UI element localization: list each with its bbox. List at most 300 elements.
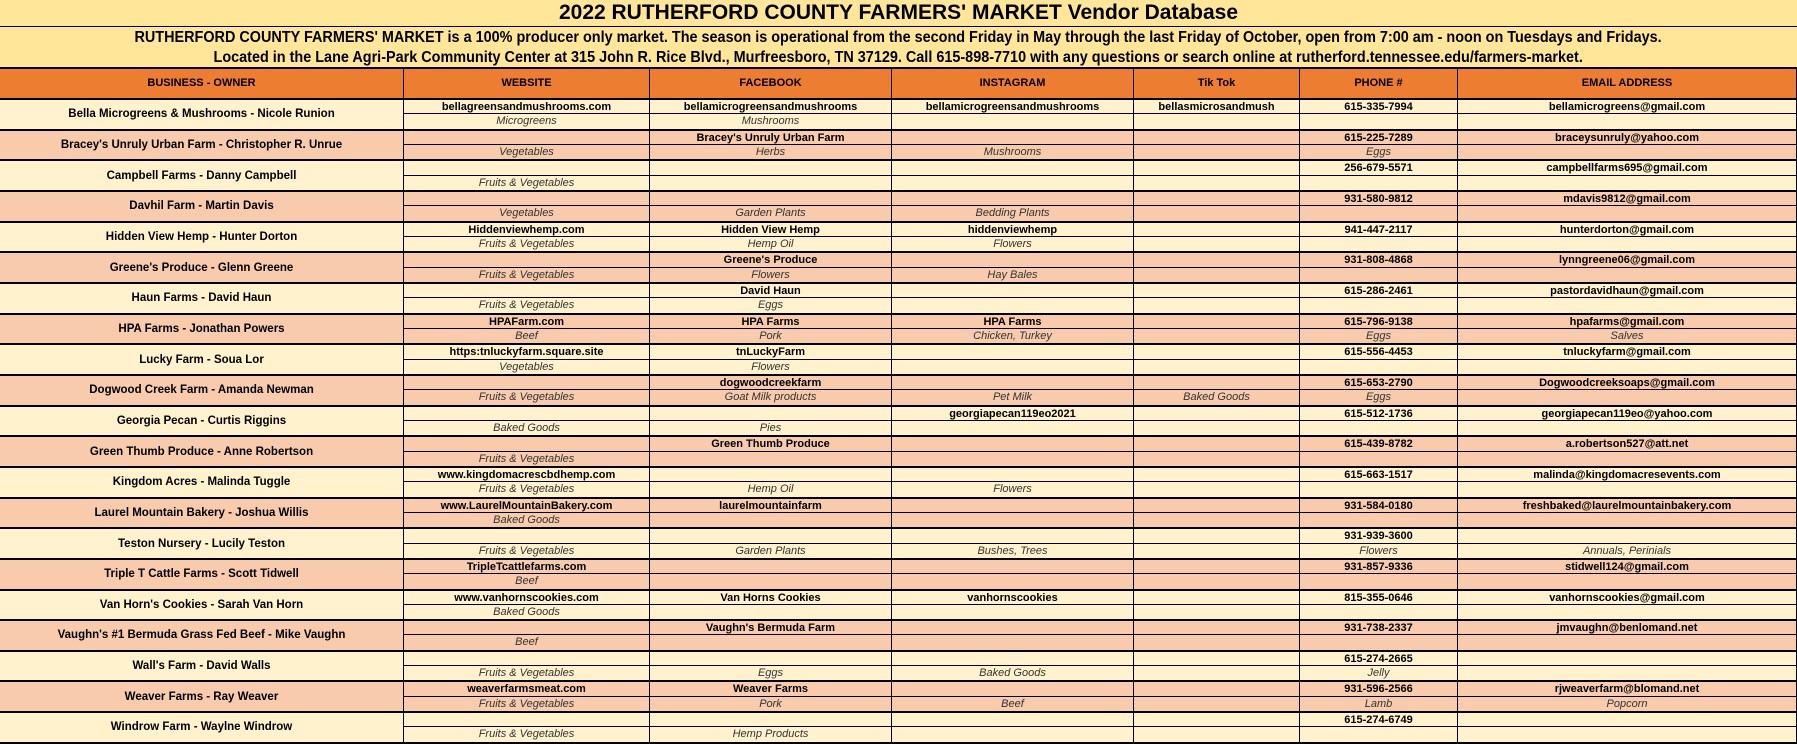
- vendor-tiktok-value-cell[interactable]: [1134, 713, 1300, 727]
- vendor-instagram-category-cell[interactable]: [892, 360, 1134, 374]
- vendor-facebook-value-cell[interactable]: [650, 713, 892, 727]
- vendor-business-owner-cell[interactable]: Haun Farms - David Haun: [0, 284, 404, 313]
- vendor-email-value-cell[interactable]: malinda@kingdomacresevents.com: [1458, 468, 1797, 482]
- vendor-tiktok-value-cell[interactable]: [1134, 682, 1300, 696]
- vendor-website-value-cell[interactable]: TripleTcattlefarms.com: [404, 560, 650, 574]
- vendor-instagram-category-cell[interactable]: Flowers: [892, 482, 1134, 496]
- vendor-tiktok-category-cell[interactable]: [1134, 268, 1300, 282]
- vendor-instagram-category-cell[interactable]: Beef: [892, 697, 1134, 711]
- vendor-email-category-cell[interactable]: [1458, 145, 1797, 159]
- market-description: [0, 27, 1797, 69]
- vendor-instagram-value-cell[interactable]: [892, 284, 1134, 298]
- vendor-instagram-value-cell[interactable]: [892, 192, 1134, 206]
- vendor-instagram-value-cell[interactable]: [892, 376, 1134, 390]
- vendor-phone-category-cell[interactable]: [1300, 482, 1458, 496]
- vendor-tiktok-value-cell[interactable]: [1134, 345, 1300, 359]
- vendor-tiktok-category-cell[interactable]: [1134, 114, 1300, 128]
- vendor-facebook-category-cell[interactable]: [650, 452, 892, 466]
- vendor-facebook-value-cell[interactable]: [650, 468, 892, 482]
- vendor-facebook-category-cell[interactable]: Hemp Products: [650, 727, 892, 741]
- vendor-tiktok-category-cell[interactable]: [1134, 237, 1300, 251]
- vendor-email-value-cell[interactable]: a.robertson527@att.net: [1458, 437, 1797, 451]
- vendor-website-category-cell[interactable]: Fruits & Vegetables: [404, 544, 650, 558]
- vendor-tiktok-value-cell[interactable]: [1134, 499, 1300, 513]
- vendor-phone-category-cell[interactable]: [1300, 574, 1458, 588]
- vendor-facebook-category-cell[interactable]: Herbs: [650, 145, 892, 159]
- vendor-facebook-category-cell[interactable]: Pies: [650, 421, 892, 435]
- vendor-tiktok-category-cell[interactable]: [1134, 697, 1300, 711]
- vendor-instagram-category-cell[interactable]: Chicken, Turkey: [892, 329, 1134, 343]
- vendor-instagram-category-cell[interactable]: [892, 421, 1134, 435]
- vendor-website-value-cell[interactable]: [404, 621, 650, 635]
- vendor-website-category-cell[interactable]: Vegetables: [404, 360, 650, 374]
- vendor-website-value-cell[interactable]: [404, 407, 650, 421]
- vendor-instagram-value-cell[interactable]: [892, 345, 1134, 359]
- vendor-facebook-value-cell[interactable]: Greene's Produce: [650, 253, 892, 267]
- vendor-instagram-category-cell[interactable]: [892, 114, 1134, 128]
- vendor-website-category-cell[interactable]: Beef: [404, 574, 650, 588]
- vendor-email-value-cell[interactable]: hpafarms@gmail.com: [1458, 315, 1797, 329]
- vendor-facebook-category-cell[interactable]: [650, 176, 892, 190]
- vendor-row: [0, 376, 1797, 407]
- vendor-business-owner-cell[interactable]: HPA Farms - Jonathan Powers: [0, 315, 404, 344]
- vendor-business-owner-cell[interactable]: Windrow Farm - Waylne Windrow: [0, 713, 404, 742]
- vendor-row: [0, 529, 1797, 560]
- vendor-row: [0, 591, 1797, 622]
- vendor-row: [0, 223, 1797, 254]
- vendor-email-value-cell[interactable]: tnluckyfarm@gmail.com: [1458, 345, 1797, 359]
- vendor-website-value-cell[interactable]: [404, 437, 650, 451]
- vendor-email-value-cell[interactable]: lynngreene06@gmail.com: [1458, 253, 1797, 267]
- sheet-title: 2022 RUTHERFORD COUNTY FARMERS' MARKET Vendor Database: [0, 0, 1797, 27]
- vendor-facebook-category-cell[interactable]: [650, 574, 892, 588]
- vendor-phone-value-cell[interactable]: 931-808-4868: [1300, 253, 1458, 267]
- vendor-instagram-category-cell[interactable]: Mushrooms: [892, 145, 1134, 159]
- vendor-business-owner-cell[interactable]: Kingdom Acres - Malinda Tuggle: [0, 468, 404, 497]
- vendor-tiktok-category-cell[interactable]: [1134, 574, 1300, 588]
- vendor-instagram-category-cell[interactable]: Flowers: [892, 237, 1134, 251]
- vendor-phone-value-cell[interactable]: 615-439-8782: [1300, 437, 1458, 451]
- vendor-phone-value-cell[interactable]: 931-939-3600: [1300, 529, 1458, 543]
- vendor-row: [0, 621, 1797, 652]
- vendor-business-owner-cell[interactable]: Lucky Farm - Soua Lor: [0, 345, 404, 374]
- vendor-row: [0, 682, 1797, 713]
- vendor-email-category-cell[interactable]: [1458, 114, 1797, 128]
- vendor-phone-category-cell[interactable]: [1300, 513, 1458, 527]
- vendor-tiktok-value-cell[interactable]: [1134, 621, 1300, 635]
- vendor-phone-value-cell[interactable]: 615-512-1736: [1300, 407, 1458, 421]
- vendor-email-category-cell[interactable]: [1458, 513, 1797, 527]
- vendor-email-category-cell[interactable]: [1458, 206, 1797, 220]
- vendor-business-owner-cell[interactable]: Vaughn's #1 Bermuda Grass Fed Beef - Mike Vaughn: [0, 621, 404, 650]
- vendor-instagram-value-cell[interactable]: [892, 529, 1134, 543]
- vendor-website-category-cell[interactable]: Fruits & Vegetables: [404, 298, 650, 312]
- vendor-phone-category-cell[interactable]: [1300, 360, 1458, 374]
- vendor-instagram-value-cell[interactable]: georgiapecan119eo2021: [892, 407, 1134, 421]
- vendor-phone-value-cell[interactable]: 615-653-2790: [1300, 376, 1458, 390]
- vendor-website-category-cell[interactable]: Fruits & Vegetables: [404, 727, 650, 741]
- vendor-email-value-cell[interactable]: vanhornscookies@gmail.com: [1458, 591, 1797, 605]
- vendor-facebook-value-cell[interactable]: [650, 161, 892, 175]
- vendor-row: [0, 253, 1797, 284]
- vendor-facebook-value-cell[interactable]: [650, 529, 892, 543]
- vendor-website-value-cell[interactable]: www.kingdomacrescbdhemp.com: [404, 468, 650, 482]
- vendor-instagram-value-cell[interactable]: [892, 560, 1134, 574]
- vendor-facebook-category-cell[interactable]: Flowers: [650, 360, 892, 374]
- vendor-phone-category-cell[interactable]: [1300, 635, 1458, 649]
- vendor-tiktok-category-cell[interactable]: [1134, 513, 1300, 527]
- vendor-website-value-cell[interactable]: Hiddenviewhemp.com: [404, 223, 650, 237]
- vendor-business-owner-cell[interactable]: Triple T Cattle Farms - Scott Tidwell: [0, 560, 404, 589]
- vendor-email-category-cell[interactable]: [1458, 390, 1797, 404]
- vendor-facebook-value-cell[interactable]: tnLuckyFarm: [650, 345, 892, 359]
- vendor-phone-value-cell[interactable]: 615-225-7289: [1300, 131, 1458, 145]
- vendor-business-owner-cell[interactable]: Weaver Farms - Ray Weaver: [0, 682, 404, 711]
- vendor-email-category-cell[interactable]: [1458, 176, 1797, 190]
- vendor-facebook-category-cell[interactable]: Pork: [650, 329, 892, 343]
- vendor-email-category-cell[interactable]: [1458, 727, 1797, 741]
- vendor-website-value-cell[interactable]: [404, 253, 650, 267]
- vendor-instagram-value-cell[interactable]: [892, 131, 1134, 145]
- vendor-email-value-cell[interactable]: freshbaked@laurelmountainbakery.com: [1458, 499, 1797, 513]
- vendor-facebook-category-cell[interactable]: Eggs: [650, 666, 892, 680]
- vendor-email-value-cell[interactable]: [1458, 652, 1797, 666]
- column-header-instagram[interactable]: INSTAGRAM: [892, 69, 1134, 98]
- vendor-tiktok-value-cell[interactable]: [1134, 468, 1300, 482]
- vendor-row: [0, 713, 1797, 744]
- vendor-website-category-cell[interactable]: Beef: [404, 329, 650, 343]
- vendor-facebook-category-cell[interactable]: Hemp Oil: [650, 482, 892, 496]
- vendor-instagram-value-cell[interactable]: [892, 652, 1134, 666]
- vendor-facebook-category-cell[interactable]: Garden Plants: [650, 206, 892, 220]
- vendor-facebook-category-cell[interactable]: Eggs: [650, 298, 892, 312]
- vendor-website-value-cell[interactable]: [404, 284, 650, 298]
- vendor-phone-category-cell[interactable]: Eggs: [1300, 329, 1458, 343]
- vendor-website-category-cell[interactable]: Fruits & Vegetables: [404, 237, 650, 251]
- vendor-instagram-value-cell[interactable]: [892, 682, 1134, 696]
- vendor-website-value-cell[interactable]: HPAFarm.com: [404, 315, 650, 329]
- vendor-email-value-cell[interactable]: rjweaverfarm@blomand.net: [1458, 682, 1797, 696]
- vendor-website-value-cell[interactable]: www.vanhornscookies.com: [404, 591, 650, 605]
- vendor-website-category-cell[interactable]: Baked Goods: [404, 513, 650, 527]
- vendor-business-owner-cell[interactable]: Wall's Farm - David Walls: [0, 652, 404, 681]
- vendor-facebook-value-cell[interactable]: [650, 560, 892, 574]
- vendor-email-value-cell[interactable]: braceysunruly@yahoo.com: [1458, 131, 1797, 145]
- vendor-instagram-value-cell[interactable]: vanhornscookies: [892, 591, 1134, 605]
- vendor-email-category-cell[interactable]: Popcorn: [1458, 697, 1797, 711]
- vendor-instagram-category-cell[interactable]: Bushes, Trees: [892, 544, 1134, 558]
- vendor-email-value-cell[interactable]: [1458, 529, 1797, 543]
- vendor-business-owner-cell[interactable]: Greene's Produce - Glenn Greene: [0, 253, 404, 282]
- vendor-phone-value-cell[interactable]: 615-274-6749: [1300, 713, 1458, 727]
- vendor-email-category-cell[interactable]: [1458, 666, 1797, 680]
- vendor-facebook-category-cell[interactable]: Garden Plants: [650, 544, 892, 558]
- vendor-tiktok-category-cell[interactable]: [1134, 727, 1300, 741]
- vendor-email-category-cell[interactable]: [1458, 360, 1797, 374]
- vendor-email-value-cell[interactable]: [1458, 713, 1797, 727]
- vendor-website-value-cell[interactable]: [404, 131, 650, 145]
- vendor-instagram-value-cell[interactable]: [892, 437, 1134, 451]
- vendor-facebook-value-cell[interactable]: [650, 192, 892, 206]
- vendor-email-category-cell[interactable]: [1458, 574, 1797, 588]
- vendor-website-value-cell[interactable]: [404, 161, 650, 175]
- vendor-facebook-category-cell[interactable]: [650, 513, 892, 527]
- vendor-tiktok-value-cell[interactable]: [1134, 560, 1300, 574]
- vendor-business-owner-cell[interactable]: Dogwood Creek Farm - Amanda Newman: [0, 376, 404, 405]
- vendor-website-category-cell[interactable]: Fruits & Vegetables: [404, 268, 650, 282]
- vendor-facebook-category-cell[interactable]: Flowers: [650, 268, 892, 282]
- vendor-email-value-cell[interactable]: georgiapecan119eo@yahoo.com: [1458, 407, 1797, 421]
- vendor-instagram-value-cell[interactable]: [892, 253, 1134, 267]
- vendor-phone-category-cell[interactable]: Jelly: [1300, 666, 1458, 680]
- vendor-business-owner-cell[interactable]: Bella Microgreens & Mushrooms - Nicole Runion: [0, 100, 404, 129]
- vendor-email-value-cell[interactable]: stidwell124@gmail.com: [1458, 560, 1797, 574]
- vendor-tiktok-value-cell[interactable]: [1134, 529, 1300, 543]
- vendor-website-value-cell[interactable]: bellagreensandmushrooms.com: [404, 100, 650, 114]
- vendor-phone-value-cell[interactable]: 615-663-1517: [1300, 468, 1458, 482]
- vendor-phone-category-cell[interactable]: [1300, 176, 1458, 190]
- vendor-instagram-category-cell[interactable]: Bedding Plants: [892, 206, 1134, 220]
- vendor-phone-value-cell[interactable]: 931-580-9812: [1300, 192, 1458, 206]
- vendor-tiktok-value-cell[interactable]: [1134, 223, 1300, 237]
- vendor-phone-value-cell[interactable]: 615-274-2665: [1300, 652, 1458, 666]
- vendor-email-category-cell[interactable]: [1458, 452, 1797, 466]
- vendor-email-category-cell[interactable]: [1458, 268, 1797, 282]
- vendor-tiktok-category-cell[interactable]: [1134, 544, 1300, 558]
- vendor-facebook-value-cell[interactable]: Vaughn's Bermuda Farm: [650, 621, 892, 635]
- vendor-email-value-cell[interactable]: hunterdorton@gmail.com: [1458, 223, 1797, 237]
- vendor-website-category-cell[interactable]: Baked Goods: [404, 605, 650, 619]
- vendor-phone-category-cell[interactable]: [1300, 114, 1458, 128]
- vendor-instagram-value-cell[interactable]: [892, 499, 1134, 513]
- vendor-tiktok-category-cell[interactable]: [1134, 145, 1300, 159]
- vendor-phone-category-cell[interactable]: Lamb: [1300, 697, 1458, 711]
- vendor-phone-value-cell[interactable]: 615-556-4453: [1300, 345, 1458, 359]
- vendor-tiktok-category-cell[interactable]: [1134, 482, 1300, 496]
- vendor-business-owner-cell[interactable]: Hidden View Hemp - Hunter Dorton: [0, 223, 404, 252]
- vendor-phone-category-cell[interactable]: [1300, 206, 1458, 220]
- vendor-facebook-category-cell[interactable]: Goat Milk products: [650, 390, 892, 404]
- vendor-facebook-value-cell[interactable]: dogwoodcreekfarm: [650, 376, 892, 390]
- vendor-phone-value-cell[interactable]: 931-584-0180: [1300, 499, 1458, 513]
- vendor-instagram-category-cell[interactable]: [892, 298, 1134, 312]
- vendor-tiktok-value-cell[interactable]: [1134, 253, 1300, 267]
- vendor-facebook-value-cell[interactable]: [650, 407, 892, 421]
- vendor-website-category-cell[interactable]: Microgreens: [404, 114, 650, 128]
- vendor-facebook-category-cell[interactable]: Hemp Oil: [650, 237, 892, 251]
- vendor-instagram-category-cell[interactable]: Baked Goods: [892, 666, 1134, 680]
- vendor-tiktok-category-cell[interactable]: [1134, 452, 1300, 466]
- vendor-business-owner-cell[interactable]: Teston Nursery - Lucily Teston: [0, 529, 404, 558]
- vendor-instagram-value-cell[interactable]: hiddenviewhemp: [892, 223, 1134, 237]
- vendor-phone-value-cell[interactable]: 931-738-2337: [1300, 621, 1458, 635]
- vendor-website-value-cell[interactable]: [404, 652, 650, 666]
- vendor-website-category-cell[interactable]: Vegetables: [404, 145, 650, 159]
- vendor-instagram-category-cell[interactable]: [892, 727, 1134, 741]
- vendor-email-category-cell[interactable]: [1458, 298, 1797, 312]
- vendor-tiktok-category-cell[interactable]: [1134, 605, 1300, 619]
- vendor-email-category-cell[interactable]: Salves: [1458, 329, 1797, 343]
- vendor-website-category-cell[interactable]: Fruits & Vegetables: [404, 176, 650, 190]
- vendor-website-category-cell[interactable]: Vegetables: [404, 206, 650, 220]
- vendor-phone-category-cell[interactable]: [1300, 452, 1458, 466]
- vendor-instagram-category-cell[interactable]: Hay Bales: [892, 268, 1134, 282]
- vendor-row: [0, 560, 1797, 591]
- vendor-instagram-category-cell[interactable]: [892, 513, 1134, 527]
- vendor-instagram-value-cell[interactable]: [892, 161, 1134, 175]
- vendor-tiktok-value-cell[interactable]: [1134, 161, 1300, 175]
- vendor-website-category-cell[interactable]: Fruits & Vegetables: [404, 697, 650, 711]
- column-header-tiktok[interactable]: Tik Tok: [1134, 69, 1300, 98]
- vendor-website-value-cell[interactable]: https:tnluckyfarm.square.site: [404, 345, 650, 359]
- vendor-row: [0, 161, 1797, 192]
- vendor-tiktok-value-cell[interactable]: [1134, 284, 1300, 298]
- vendor-email-value-cell[interactable]: pastordavidhaun@gmail.com: [1458, 284, 1797, 298]
- vendor-instagram-category-cell[interactable]: [892, 635, 1134, 649]
- vendor-email-category-cell[interactable]: [1458, 237, 1797, 251]
- vendor-phone-category-cell[interactable]: Eggs: [1300, 390, 1458, 404]
- vendor-facebook-category-cell[interactable]: Mushrooms: [650, 114, 892, 128]
- vendor-facebook-category-cell[interactable]: [650, 635, 892, 649]
- vendor-email-value-cell[interactable]: campbellfarms695@gmail.com: [1458, 161, 1797, 175]
- vendor-email-category-cell[interactable]: [1458, 482, 1797, 496]
- vendor-business-owner-cell[interactable]: Campbell Farms - Danny Campbell: [0, 161, 404, 190]
- vendor-business-owner-cell[interactable]: Laurel Mountain Bakery - Joshua Willis: [0, 499, 404, 528]
- vendor-phone-value-cell[interactable]: 931-596-2566: [1300, 682, 1458, 696]
- vendor-website-value-cell[interactable]: [404, 192, 650, 206]
- vendor-tiktok-value-cell[interactable]: [1134, 591, 1300, 605]
- vendor-tiktok-category-cell[interactable]: [1134, 421, 1300, 435]
- vendor-instagram-value-cell[interactable]: [892, 468, 1134, 482]
- vendor-email-category-cell[interactable]: [1458, 421, 1797, 435]
- vendor-facebook-category-cell[interactable]: Pork: [650, 697, 892, 711]
- vendor-tiktok-value-cell[interactable]: [1134, 407, 1300, 421]
- vendor-table-body: [0, 100, 1797, 744]
- vendor-instagram-category-cell[interactable]: [892, 605, 1134, 619]
- vendor-facebook-value-cell[interactable]: Green Thumb Produce: [650, 437, 892, 451]
- vendor-business-owner-cell[interactable]: Green Thumb Produce - Anne Robertson: [0, 437, 404, 466]
- vendor-phone-category-cell[interactable]: [1300, 421, 1458, 435]
- vendor-website-value-cell[interactable]: weaverfarmsmeat.com: [404, 682, 650, 696]
- vendor-tiktok-value-cell[interactable]: [1134, 437, 1300, 451]
- vendor-email-value-cell[interactable]: Dogwoodcreeksoaps@gmail.com: [1458, 376, 1797, 390]
- vendor-phone-value-cell[interactable]: 931-857-9336: [1300, 560, 1458, 574]
- column-header-business-owner[interactable]: BUSINESS - OWNER: [0, 69, 404, 98]
- vendor-tiktok-category-cell[interactable]: [1134, 329, 1300, 343]
- vendor-phone-category-cell[interactable]: [1300, 727, 1458, 741]
- vendor-row: [0, 345, 1797, 376]
- vendor-tiktok-category-cell[interactable]: [1134, 666, 1300, 680]
- vendor-facebook-value-cell[interactable]: laurelmountainfarm: [650, 499, 892, 513]
- vendor-phone-value-cell[interactable]: 941-447-2117: [1300, 223, 1458, 237]
- vendor-facebook-value-cell[interactable]: David Haun: [650, 284, 892, 298]
- column-header-website[interactable]: WEBSITE: [404, 69, 650, 98]
- vendor-tiktok-category-cell[interactable]: [1134, 360, 1300, 374]
- vendor-tiktok-category-cell[interactable]: [1134, 206, 1300, 220]
- vendor-tiktok-value-cell[interactable]: [1134, 652, 1300, 666]
- vendor-phone-category-cell[interactable]: [1300, 268, 1458, 282]
- vendor-business-owner-cell[interactable]: Georgia Pecan - Curtis Riggins: [0, 407, 404, 436]
- column-header-facebook[interactable]: FACEBOOK: [650, 69, 892, 98]
- vendor-website-category-cell[interactable]: Fruits & Vegetables: [404, 482, 650, 496]
- vendor-row: [0, 315, 1797, 346]
- vendor-instagram-category-cell[interactable]: [892, 176, 1134, 190]
- vendor-instagram-value-cell[interactable]: bellamicrogreensandmushrooms: [892, 100, 1134, 114]
- vendor-row: [0, 437, 1797, 468]
- vendor-instagram-value-cell[interactable]: [892, 621, 1134, 635]
- vendor-tiktok-category-cell[interactable]: Baked Goods: [1134, 390, 1300, 404]
- vendor-phone-category-cell[interactable]: [1300, 237, 1458, 251]
- vendor-instagram-category-cell[interactable]: [892, 452, 1134, 466]
- vendor-website-category-cell[interactable]: Fruits & Vegetables: [404, 390, 650, 404]
- description-line-1: RUTHERFORD COUNTY FARMERS' MARKET is a 100% producer only market. The season is operational from the second Friday in May through the last Friday of October, open from 7:00 am - noon on Tuesdays and Fridays.: [134, 29, 1663, 46]
- vendor-business-owner-cell[interactable]: Bracey's Unruly Urban Farm - Christopher R. Unrue: [0, 131, 404, 160]
- vendor-website-category-cell[interactable]: Baked Goods: [404, 421, 650, 435]
- vendor-website-value-cell[interactable]: [404, 713, 650, 727]
- vendor-website-category-cell[interactable]: Fruits & Vegetables: [404, 666, 650, 680]
- vendor-tiktok-category-cell[interactable]: [1134, 635, 1300, 649]
- vendor-tiktok-value-cell[interactable]: [1134, 192, 1300, 206]
- vendor-facebook-value-cell[interactable]: HPA Farms: [650, 315, 892, 329]
- vendor-instagram-value-cell[interactable]: HPA Farms: [892, 315, 1134, 329]
- vendor-tiktok-category-cell[interactable]: [1134, 176, 1300, 190]
- vendor-phone-category-cell[interactable]: Flowers: [1300, 544, 1458, 558]
- vendor-email-category-cell[interactable]: [1458, 635, 1797, 649]
- vendor-website-category-cell[interactable]: Fruits & Vegetables: [404, 452, 650, 466]
- vendor-business-owner-cell[interactable]: Davhil Farm - Martin Davis: [0, 192, 404, 221]
- description-line-2: Located in the Lane Agri-Park Community Center at 315 John R. Rice Blvd., Murfreesboro, TN 37129. Call 615-898-7710 with any questions or search online at rutherford.tennessee.edu/farmers-market.: [213, 49, 1584, 66]
- vendor-row: [0, 192, 1797, 223]
- vendor-phone-category-cell[interactable]: [1300, 298, 1458, 312]
- vendor-phone-value-cell[interactable]: 615-335-7994: [1300, 100, 1458, 114]
- vendor-tiktok-value-cell[interactable]: [1134, 315, 1300, 329]
- vendor-business-owner-cell[interactable]: Van Horn's Cookies - Sarah Van Horn: [0, 591, 404, 620]
- vendor-email-value-cell[interactable]: bellamicrogreens@gmail.com: [1458, 100, 1797, 114]
- column-header-email[interactable]: EMAIL ADDRESS: [1458, 69, 1797, 98]
- vendor-email-category-cell[interactable]: Annuals, Perinials: [1458, 544, 1797, 558]
- vendor-facebook-value-cell[interactable]: Hidden View Hemp: [650, 223, 892, 237]
- vendor-tiktok-value-cell[interactable]: bellasmicrosandmush: [1134, 100, 1300, 114]
- vendor-website-value-cell[interactable]: www.LaurelMountainBakery.com: [404, 499, 650, 513]
- vendor-phone-value-cell[interactable]: 815-355-0646: [1300, 591, 1458, 605]
- vendor-row: [0, 407, 1797, 438]
- vendor-instagram-value-cell[interactable]: [892, 713, 1134, 727]
- vendor-instagram-category-cell[interactable]: [892, 574, 1134, 588]
- vendor-facebook-category-cell[interactable]: [650, 605, 892, 619]
- vendor-phone-value-cell[interactable]: 615-286-2461: [1300, 284, 1458, 298]
- vendor-email-value-cell[interactable]: mdavis9812@gmail.com: [1458, 192, 1797, 206]
- vendor-website-value-cell[interactable]: [404, 529, 650, 543]
- vendor-tiktok-value-cell[interactable]: [1134, 376, 1300, 390]
- vendor-email-value-cell[interactable]: jmvaughn@benlomand.net: [1458, 621, 1797, 635]
- vendor-tiktok-value-cell[interactable]: [1134, 131, 1300, 145]
- vendor-phone-value-cell[interactable]: 256-679-5571: [1300, 161, 1458, 175]
- vendor-facebook-value-cell[interactable]: bellamicrogreensandmushrooms: [650, 100, 892, 114]
- vendor-phone-value-cell[interactable]: 615-796-9138: [1300, 315, 1458, 329]
- vendor-instagram-category-cell[interactable]: Pet Milk: [892, 390, 1134, 404]
- vendor-website-category-cell[interactable]: Beef: [404, 635, 650, 649]
- vendor-facebook-value-cell[interactable]: Weaver Farms: [650, 682, 892, 696]
- column-header-phone[interactable]: PHONE #: [1300, 69, 1458, 98]
- vendor-facebook-value-cell[interactable]: [650, 652, 892, 666]
- vendor-website-value-cell[interactable]: [404, 376, 650, 390]
- vendor-facebook-value-cell[interactable]: Bracey's Unruly Urban Farm: [650, 131, 892, 145]
- vendor-phone-category-cell[interactable]: Eggs: [1300, 145, 1458, 159]
- vendor-facebook-value-cell[interactable]: Van Horns Cookies: [650, 591, 892, 605]
- vendor-phone-category-cell[interactable]: [1300, 605, 1458, 619]
- vendor-tiktok-category-cell[interactable]: [1134, 298, 1300, 312]
- vendor-email-category-cell[interactable]: [1458, 605, 1797, 619]
